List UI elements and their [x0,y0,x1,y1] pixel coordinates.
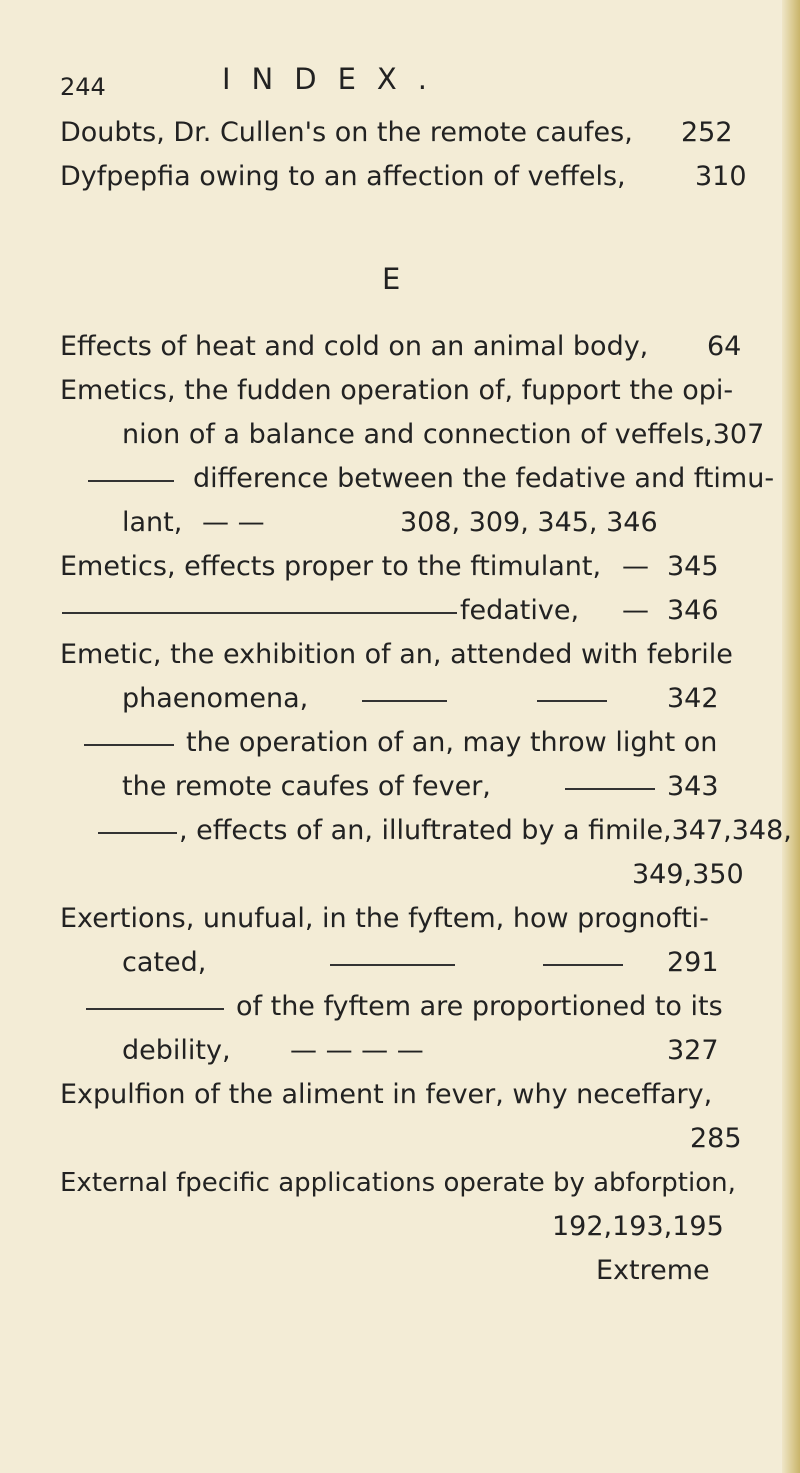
entry-page: 327 [667,1035,719,1066]
entry-text: fedative, [460,595,580,626]
page-number: 244 [60,73,106,101]
entry-text: Exertions, unufual, in the fyftem, how prognofti- [60,903,709,934]
entry-page: 308, 309, 345, 346 [400,507,658,538]
entry-page: 345 [667,551,719,582]
page-title: INDEX. [222,62,448,96]
ditto-rule [88,480,174,482]
entry-page: 342 [667,683,719,714]
entry-dashes: — — — — [290,1035,424,1066]
entry-text: the operation of an, may throw light on [186,727,718,758]
entry-text: Emetics, the fudden operation of, fupport the opi- [60,375,734,406]
entry-text: phaenomena, [122,683,309,714]
page-edge [782,0,800,1473]
ditto-rule [62,612,457,614]
entry-text: Dyfpepfia owing to an affection of veffels, [60,161,626,192]
entry-dashes: — [622,551,649,582]
entry-page: 285 [690,1123,742,1154]
ditto-rule [86,1008,224,1010]
entry-text: the remote caufes of fever, [122,771,491,802]
ditto-rule [537,700,607,702]
entry-text: Doubts, Dr. Cullen's on the remote caufes, [60,117,633,148]
entry-text: Expulfion of the aliment in fever, why neceffary, [60,1079,713,1110]
entry-text: Emetic, the exhibition of an, attended with febrile [60,639,733,670]
entry-text: Effects of heat and cold on an animal body, [60,331,649,362]
entry-text: debility, [122,1035,231,1066]
entry-page: 64 [707,331,742,362]
ditto-rule [330,964,455,966]
entry-dashes: — [622,595,649,626]
entry-text: , effects of an, illuftrated by a fimile,347,348, [179,815,792,846]
entry-page: 192,193,195 [552,1211,724,1242]
ditto-rule [98,832,177,834]
entry-text: cated, [122,947,207,978]
catchword: Extreme [596,1255,710,1286]
ditto-rule [565,788,655,790]
ditto-rule [362,700,447,702]
section-letter: E [382,262,401,296]
entry-text: Emetics, effects proper to the ftimulant, [60,551,602,582]
entry-page: 346 [667,595,719,626]
entry-page: 310 [695,161,747,192]
entry-dashes: — — [202,507,265,538]
entry-text: nion of a balance and connection of veffels,307 [122,419,765,450]
entry-text: difference between the fedative and ftimu- [193,463,775,494]
entry-page: 252 [681,117,733,148]
entry-page: 291 [667,947,719,978]
entry-text: lant, [122,507,183,538]
ditto-rule [84,744,174,746]
entry-page: 349,350 [632,859,744,890]
entry-page: 343 [667,771,719,802]
ditto-rule [543,964,623,966]
entry-text: External fpecific applications operate by abforption, [60,1168,736,1198]
entry-text: of the fyftem are proportioned to its [236,991,723,1022]
